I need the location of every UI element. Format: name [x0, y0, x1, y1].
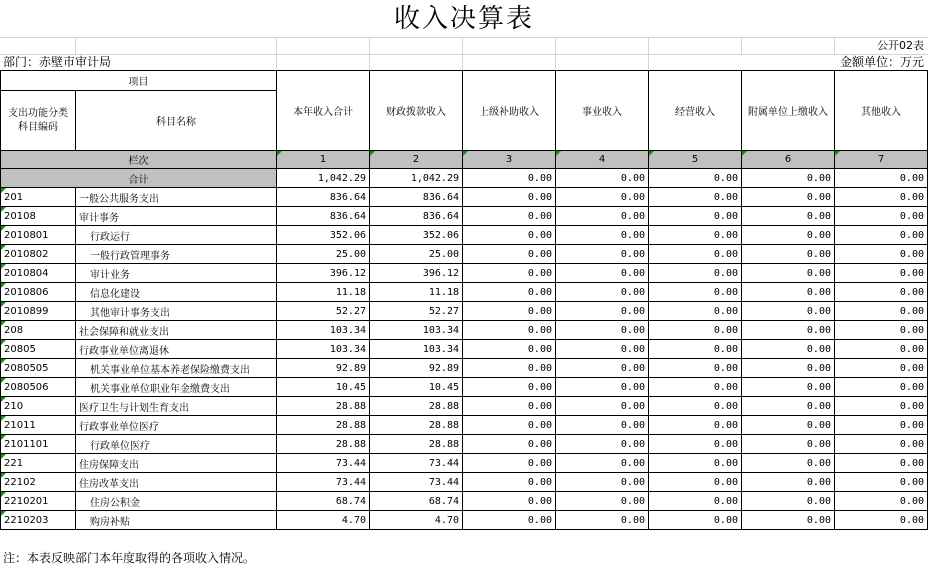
row-value: 0.00 — [556, 283, 649, 302]
row-value: 28.88 — [370, 397, 463, 416]
row-name: 住房保障支出 — [76, 454, 277, 473]
form-number: 公开02表 — [877, 39, 924, 52]
header-col-7: 其他收入 — [835, 71, 928, 151]
col-number-6: 6 — [742, 151, 835, 169]
page-title: 收入决算表 — [393, 4, 534, 34]
row-code: 210 — [1, 397, 76, 416]
row-value: 0.00 — [649, 264, 742, 283]
row-code: 2210203 — [1, 511, 76, 530]
row-code: 2010801 — [1, 226, 76, 245]
row-code: 21011 — [1, 416, 76, 435]
row-value: 0.00 — [556, 511, 649, 530]
row-value: 11.18 — [277, 283, 370, 302]
row-value: 0.00 — [556, 302, 649, 321]
total-label: 合计 — [1, 169, 277, 188]
row-value: 0.00 — [742, 416, 835, 435]
row-value: 0.00 — [742, 188, 835, 207]
total-value: 1,042.29 — [277, 169, 370, 188]
row-value: 0.00 — [463, 264, 556, 283]
row-value: 0.00 — [835, 245, 928, 264]
total-row — [1, 169, 928, 188]
col-number-4: 4 — [556, 151, 649, 169]
row-name: 购房补贴 — [76, 511, 277, 530]
row-code: 221 — [1, 454, 76, 473]
row-value: 0.00 — [742, 302, 835, 321]
row-name: 一般公共服务支出 — [76, 188, 277, 207]
row-value: 0.00 — [649, 416, 742, 435]
row-value: 0.00 — [463, 397, 556, 416]
row-value: 0.00 — [742, 473, 835, 492]
header-col-3: 上级补助收入 — [463, 71, 556, 151]
row-value: 28.88 — [370, 435, 463, 454]
row-value: 0.00 — [556, 207, 649, 226]
row-value: 25.00 — [277, 245, 370, 264]
row-value: 0.00 — [556, 264, 649, 283]
row-value: 28.88 — [277, 435, 370, 454]
row-value: 10.45 — [277, 378, 370, 397]
row-value: 396.12 — [370, 264, 463, 283]
row-value: 73.44 — [370, 454, 463, 473]
row-value: 0.00 — [463, 473, 556, 492]
total-value: 0.00 — [835, 169, 928, 188]
row-name: 行政运行 — [76, 226, 277, 245]
row-value: 0.00 — [649, 188, 742, 207]
row-value: 0.00 — [649, 473, 742, 492]
total-value: 1,042.29 — [370, 169, 463, 188]
row-value: 0.00 — [742, 226, 835, 245]
row-value: 0.00 — [742, 340, 835, 359]
row-value: 103.34 — [370, 321, 463, 340]
row-value: 0.00 — [835, 207, 928, 226]
row-value: 0.00 — [649, 207, 742, 226]
row-value: 0.00 — [463, 283, 556, 302]
table-row — [1, 245, 928, 264]
unit-label: 金额单位：万元 — [839, 55, 924, 69]
row-value: 0.00 — [742, 207, 835, 226]
row-name: 其他审计事务支出 — [76, 302, 277, 321]
row-value: 0.00 — [556, 454, 649, 473]
row-name: 信息化建设 — [76, 283, 277, 302]
row-value: 0.00 — [742, 264, 835, 283]
row-code: 2080505 — [1, 359, 76, 378]
row-value: 0.00 — [835, 416, 928, 435]
table-row — [1, 283, 928, 302]
row-code: 208 — [1, 321, 76, 340]
col-number-2: 2 — [370, 151, 463, 169]
table-row — [1, 416, 928, 435]
row-value: 0.00 — [649, 302, 742, 321]
table-row — [1, 226, 928, 245]
row-value: 0.00 — [742, 397, 835, 416]
row-value: 73.44 — [277, 454, 370, 473]
row-value: 0.00 — [649, 226, 742, 245]
department-label: 部门：赤壁市审计局 — [3, 55, 112, 69]
income-table — [0, 70, 928, 530]
row-value: 352.06 — [370, 226, 463, 245]
row-name: 行政事业单位离退休 — [76, 340, 277, 359]
row-value: 73.44 — [277, 473, 370, 492]
table-row — [1, 264, 928, 283]
header-item: 项目 — [1, 71, 277, 91]
row-name: 社会保障和就业支出 — [76, 321, 277, 340]
row-value: 68.74 — [277, 492, 370, 511]
row-value: 0.00 — [835, 511, 928, 530]
row-value: 0.00 — [835, 188, 928, 207]
row-value: 0.00 — [649, 321, 742, 340]
row-value: 0.00 — [649, 245, 742, 264]
row-value: 0.00 — [649, 435, 742, 454]
total-value: 0.00 — [742, 169, 835, 188]
row-value: 0.00 — [463, 321, 556, 340]
col-number-7: 7 — [835, 151, 928, 169]
row-code: 2101101 — [1, 435, 76, 454]
row-value: 0.00 — [463, 416, 556, 435]
row-value: 0.00 — [649, 454, 742, 473]
row-value: 836.64 — [277, 207, 370, 226]
row-value: 103.34 — [370, 340, 463, 359]
row-value: 0.00 — [556, 397, 649, 416]
row-value: 0.00 — [463, 207, 556, 226]
table-row — [1, 492, 928, 511]
row-name: 一般行政管理事务 — [76, 245, 277, 264]
table-row — [1, 340, 928, 359]
table-row — [1, 302, 928, 321]
row-code: 2010802 — [1, 245, 76, 264]
header-code: 支出功能分类科目编码 — [1, 91, 76, 151]
header-col-2: 财政拨款收入 — [370, 71, 463, 151]
table-row — [1, 454, 928, 473]
table-row — [1, 207, 928, 226]
row-value: 28.88 — [277, 416, 370, 435]
table-row — [1, 188, 928, 207]
row-value: 0.00 — [556, 245, 649, 264]
row-value: 0.00 — [463, 245, 556, 264]
col-number-1: 1 — [277, 151, 370, 169]
row-value: 0.00 — [463, 188, 556, 207]
row-value: 0.00 — [835, 283, 928, 302]
row-value: 0.00 — [835, 226, 928, 245]
total-value: 0.00 — [649, 169, 742, 188]
row-value: 103.34 — [277, 340, 370, 359]
col-number-5: 5 — [649, 151, 742, 169]
row-value: 0.00 — [649, 378, 742, 397]
row-value: 4.70 — [370, 511, 463, 530]
row-value: 0.00 — [835, 321, 928, 340]
row-code: 201 — [1, 188, 76, 207]
table-row — [1, 321, 928, 340]
row-value: 0.00 — [742, 435, 835, 454]
row-value: 0.00 — [649, 340, 742, 359]
row-name: 行政单位医疗 — [76, 435, 277, 454]
row-code: 20108 — [1, 207, 76, 226]
row-name: 审计业务 — [76, 264, 277, 283]
row-value: 92.89 — [277, 359, 370, 378]
row-value: 68.74 — [370, 492, 463, 511]
row-name: 行政事业单位医疗 — [76, 416, 277, 435]
row-code: 2010899 — [1, 302, 76, 321]
table-row — [1, 397, 928, 416]
row-value: 0.00 — [556, 492, 649, 511]
row-value: 0.00 — [556, 435, 649, 454]
row-code: 2010804 — [1, 264, 76, 283]
row-value: 11.18 — [370, 283, 463, 302]
row-value: 0.00 — [556, 226, 649, 245]
row-value: 0.00 — [835, 378, 928, 397]
row-value: 92.89 — [370, 359, 463, 378]
table-row — [1, 378, 928, 397]
row-value: 0.00 — [463, 435, 556, 454]
row-value: 0.00 — [649, 359, 742, 378]
total-value: 0.00 — [463, 169, 556, 188]
row-value: 0.00 — [463, 454, 556, 473]
total-value: 0.00 — [556, 169, 649, 188]
row-value: 0.00 — [742, 378, 835, 397]
table-row — [1, 435, 928, 454]
table-note: 注：本表反映部门本年度取得的各项收入情况。 — [3, 551, 256, 565]
row-value: 10.45 — [370, 378, 463, 397]
row-value: 0.00 — [742, 511, 835, 530]
header-row-index: 栏次 — [1, 151, 277, 169]
row-code: 22102 — [1, 473, 76, 492]
row-value: 0.00 — [463, 492, 556, 511]
row-value: 0.00 — [556, 416, 649, 435]
row-value: 28.88 — [370, 416, 463, 435]
row-value: 0.00 — [742, 359, 835, 378]
row-value: 0.00 — [649, 511, 742, 530]
row-value: 0.00 — [835, 264, 928, 283]
row-code: 20805 — [1, 340, 76, 359]
row-value: 0.00 — [835, 435, 928, 454]
row-value: 0.00 — [556, 359, 649, 378]
row-value: 4.70 — [277, 511, 370, 530]
row-value: 0.00 — [463, 511, 556, 530]
header-col-4: 事业收入 — [556, 71, 649, 151]
row-value: 0.00 — [835, 359, 928, 378]
row-value: 0.00 — [649, 492, 742, 511]
row-value: 0.00 — [556, 340, 649, 359]
row-value: 0.00 — [742, 492, 835, 511]
row-value: 836.64 — [277, 188, 370, 207]
row-value: 103.34 — [277, 321, 370, 340]
row-value: 73.44 — [370, 473, 463, 492]
row-value: 52.27 — [370, 302, 463, 321]
row-code: 2210201 — [1, 492, 76, 511]
row-code: 2010806 — [1, 283, 76, 302]
row-value: 0.00 — [742, 245, 835, 264]
row-value: 0.00 — [463, 340, 556, 359]
row-value: 0.00 — [463, 378, 556, 397]
table-row — [1, 511, 928, 530]
row-value: 0.00 — [556, 321, 649, 340]
row-value: 0.00 — [835, 397, 928, 416]
row-name: 住房改革支出 — [76, 473, 277, 492]
row-value: 0.00 — [556, 188, 649, 207]
row-value: 396.12 — [277, 264, 370, 283]
row-value: 0.00 — [835, 340, 928, 359]
row-value: 0.00 — [835, 492, 928, 511]
table-row — [1, 473, 928, 492]
row-value: 0.00 — [556, 473, 649, 492]
header-col-1: 本年收入合计 — [277, 71, 370, 151]
row-value: 0.00 — [835, 302, 928, 321]
row-value: 0.00 — [835, 454, 928, 473]
row-value: 0.00 — [463, 302, 556, 321]
row-name: 机关事业单位职业年金缴费支出 — [76, 378, 277, 397]
row-value: 0.00 — [835, 473, 928, 492]
row-value: 28.88 — [277, 397, 370, 416]
row-value: 0.00 — [649, 397, 742, 416]
row-value: 0.00 — [742, 283, 835, 302]
row-value: 0.00 — [463, 226, 556, 245]
row-value: 25.00 — [370, 245, 463, 264]
row-name: 机关事业单位基本养老保险缴费支出 — [76, 359, 277, 378]
row-value: 0.00 — [649, 283, 742, 302]
row-value: 352.06 — [277, 226, 370, 245]
row-value: 836.64 — [370, 188, 463, 207]
row-value: 0.00 — [742, 454, 835, 473]
row-name: 审计事务 — [76, 207, 277, 226]
table-row — [1, 359, 928, 378]
row-value: 52.27 — [277, 302, 370, 321]
header-col-6: 附属单位上缴收入 — [742, 71, 835, 151]
row-name: 住房公积金 — [76, 492, 277, 511]
row-value: 836.64 — [370, 207, 463, 226]
row-code: 2080506 — [1, 378, 76, 397]
col-number-3: 3 — [463, 151, 556, 169]
row-value: 0.00 — [556, 378, 649, 397]
row-value: 0.00 — [463, 359, 556, 378]
header-col-5: 经营收入 — [649, 71, 742, 151]
row-name: 医疗卫生与计划生育支出 — [76, 397, 277, 416]
header-name: 科目名称 — [76, 91, 277, 151]
row-value: 0.00 — [742, 321, 835, 340]
